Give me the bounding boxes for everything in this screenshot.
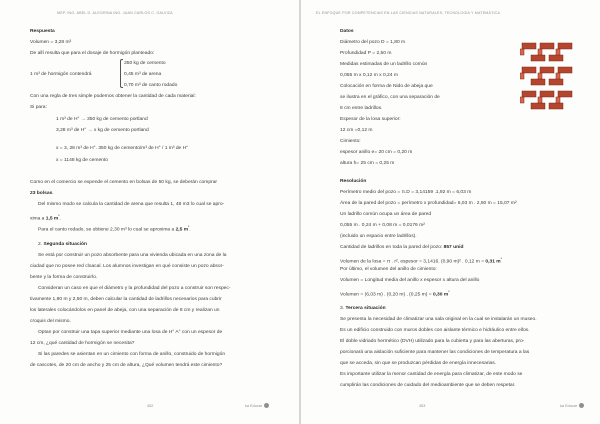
brick-diagram [520, 41, 576, 113]
page-number-left: 452 [147, 404, 154, 408]
resolution-heading: Resolución [340, 179, 367, 184]
page-number-right: 453 [419, 404, 426, 408]
brick-side [538, 49, 542, 55]
brick [549, 79, 563, 85]
brick [558, 91, 572, 97]
brace [120, 59, 123, 88]
section-3-heading: 3. Tercera situación [340, 306, 386, 311]
brick-side [538, 97, 542, 103]
brick-side [520, 73, 524, 79]
brick [522, 43, 536, 49]
right-page: EL ENFOQUE POR COMPETENCIAS EN LAS CIENCIAS NATURALES, TECNOLOGÍA Y MATEMÁTICA Datos Diámetro del pozo D = 1,80 m Profundidad P = 2,50 m Medidas estimadas de un ladrillo común 0,055 m x 0,12 m x 0,24 m Colocación en forma de Nido de abeja que se ilustra en el gráfico, con una separación de 8 cm entre ladrillos. Espesor de la losa superior: 12 cm =0,12 m Cimiento: espesor anillo e= 20 cm = 0,20 m altura h= 25 cm = 0,25 m Resolución Perímetro medio del pozo = π.D = 3,14159 .1,92 m = 6,03 m Área de la pared del pozo = perímetro x profundidad= 6,03 m . 2,50 m = 15,07 m² Un ladrillo común ocupa un área de pared 0,055 m . 0,24 m + 0,08 m = 0,0176 m² (incluido un espacio entre ladrillos). Cantidad de ladrillos en toda la pared del pozo: 857 unid Volumen de la losa = π . r², espesor = 3,1416. (0,90 m)² . 0,12 m = 0,31 $m^{^3}$ Por último, el volumen del anillo de cimiento: Volumen = Longitud media del anillo x espesor x altura del anillo Volumen = (6,03 m) . (0,20 m) . (0,25 m) = 0,30 $m^{^3}$ 3. Tercera situación Se presenta la necesidad de climatizar una sala original en la cual se instalarán un museo. Es un edificio construido con muros dobles con aislante térmico e hidráulico entre ellos. El doble vidriado hermético (DVH) utilizado para la cubierta y para las aberturas, pro- porcionará una aislación suficiente para mantener las condiciones de temperatura a las que se acceda, sin que se produzcan pérdidas de energía innecesarias. Es importante utilizar la menor cantidad de energía para climatizar, de este modo se cumplirán las condiciones de cuidado del medioambiente que se deben respetar. 453 ka Educar [301, 0, 600, 424]
brick [549, 103, 563, 109]
brick [558, 67, 572, 73]
section-2-heading: 2. Segunda situación [38, 242, 87, 247]
brick-side [556, 73, 560, 79]
brick [549, 55, 563, 61]
brick-side [556, 97, 560, 103]
brick [522, 67, 536, 73]
brick-side [538, 73, 542, 79]
brick [540, 67, 554, 73]
footer-brand-right: ka Educar [560, 404, 578, 408]
brick [540, 43, 554, 49]
answer-heading: Respuesta [30, 29, 55, 34]
brick [531, 79, 545, 85]
brick [540, 91, 554, 97]
brick [531, 55, 545, 61]
brick-side [520, 97, 524, 103]
brick-side [520, 49, 524, 55]
brick [558, 43, 572, 49]
running-head-left: MEP. ING. ABEL D. ALEGRINA ING. JUAN CARLOS C. GALVIZA [57, 11, 173, 15]
footer-brand-left: ka Educar [245, 404, 263, 408]
brick [531, 103, 545, 109]
brick-side [556, 49, 560, 55]
brick [522, 91, 536, 97]
publisher-logo-icon [579, 403, 584, 408]
data-heading: Datos [340, 29, 354, 34]
left-page: MEP. ING. ABEL D. ALEGRINA ING. JUAN CARLOS C. GALVIZA Respuesta Volumen = 3,28 m³ De allí resulta que para el dosaje de hormigón planteado: 350 kg de cemento 1 m³ de hormigón contendrá 0,45 m³ de arena 0,70 m³ de canto rodado Con una regla de tres simple podemos obtener la cantidad de cada material: Si para: 1 m³ de H° → 350 kg de cemento portland 3,28 m³ de H° → x kg de cemento portland x = 3, 28 m³ de H°. 350 kg de cemento/m³ de H° / 1 m³ de H° x = 1148 kg de cemento Como en el comercio se expende el cemento en bolsas de 50 kg, se deberán comprar 23 bolsas. Del mismo modo se calcula la cantidad de arena que resulta 1, 48 m3 lo cual se apro- xima a 1,5 $m^{^3}$. Para el canto rodado, se obtiene 2,30 m³ lo cual se aproxima a 2,5 $m^{^3}$. 2. Segunda situación Se está por construir un pozo absorbente para una vivienda ubicada en una zona de la ciudad que no posee red cloacal. Los alumnos investigan en qué consiste un pozo absor- bente y la forma de construirlo. Consideran un caso en que el diámetro y la profundidad del pozo a construir son respec- tivamente 1,80 m y 2,50 m, deben calcular la cantidad de ladrillos necesarios para cubrir los laterales colocándolos en panel de abeja, con una separación de 8 cm y realizan un croquis del mismo. Optan por construir una tapa superior mediante una losa de H° A° con un espesor de 12 cm, ¿qué cantidad de hormigón se necesita? Si las paredes se asientan en un cimiento con forma de anillo, construido de hormigón de cascotes, de 20 cm de ancho y 25 cm de altura, ¿Qué volumen tendrá este cimiento? 452 ka Educar [0, 0, 299, 424]
publisher-logo-icon [264, 403, 269, 408]
running-head-right: EL ENFOQUE POR COMPETENCIAS EN LAS CIENCIAS NATURALES, TECNOLOGÍA Y MATEMÁTICA [316, 11, 501, 15]
